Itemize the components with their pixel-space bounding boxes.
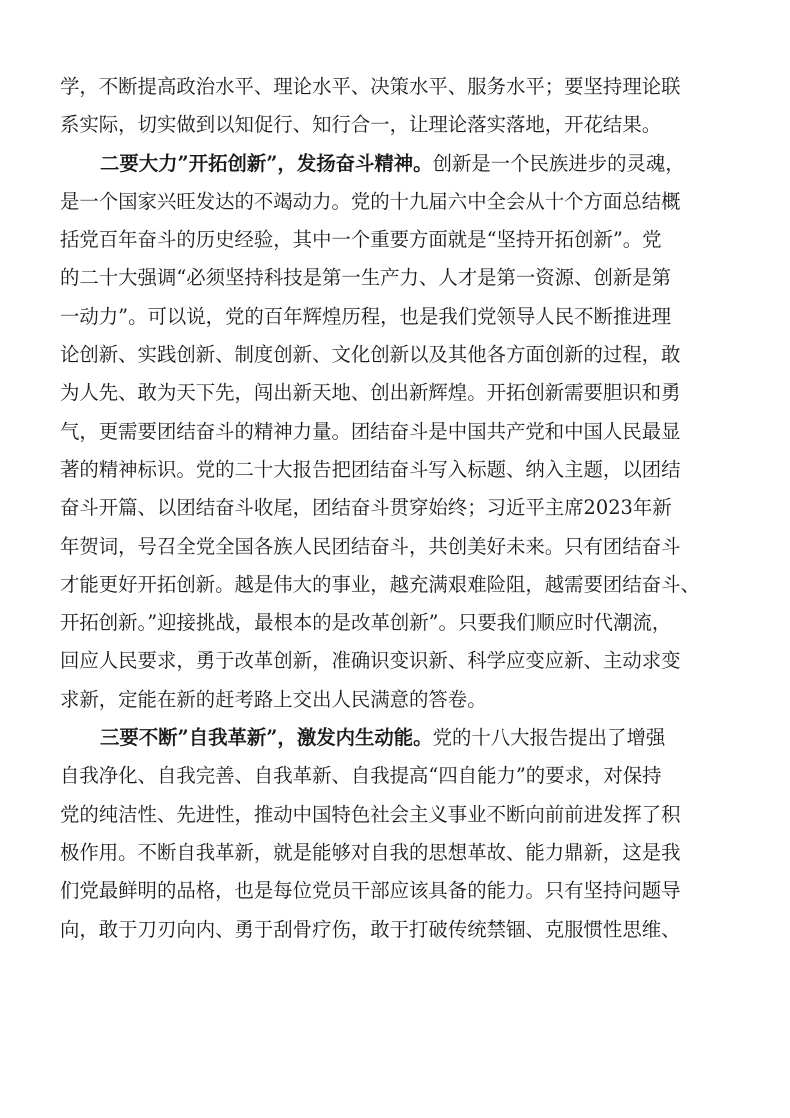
- heading-continuation: 党的十八大报告提出了增强: [432, 726, 666, 750]
- text-line: 回应人民要求，勇于改革创新，准确识变识新、科学应变应新、主动求变: [60, 649, 681, 673]
- paragraph-heading: 三要不断”自我革新”，激发内生动能。: [100, 726, 433, 750]
- text-line: 为人先、敢为天下先，闯出新天地、创出新辉煌。开拓创新需要胆识和勇: [60, 381, 681, 405]
- paragraph-2: [60, 145, 740, 719]
- text-line: 向，敢于刀刃向内、勇于刮骨疗伤，敢于打破传统禁锢、克服惯性思维、: [60, 917, 681, 941]
- text-line: 气，更需要团结奋斗的精神力量。团结奋斗是中国共产党和中国人民最显: [60, 419, 681, 443]
- text-line: 论创新、实践创新、制度创新、文化创新以及其他各方面创新的过程，敢: [60, 343, 681, 367]
- text-line: 才能更好开拓创新。越是伟大的事业，越充满艰难险阻，越需要团结奋斗、: [60, 572, 700, 596]
- text-line: 开拓创新。”迎接挑战，最根本的是改革创新”。只要我们顺应时代潮流，: [60, 611, 672, 635]
- paragraph-3: [60, 719, 740, 949]
- paragraph-first-line: [60, 145, 740, 183]
- text-line: 的二十大强调“必须坚持科技是第一生产力、人才是第一资源、创新是第: [60, 266, 672, 290]
- paragraph-heading: 二要大力”开拓创新”，发扬奋斗精神。: [100, 151, 433, 175]
- text-line: 党的纯洁性、先进性，推动中国特色社会主义事业不断向前前进发挥了积: [60, 802, 681, 826]
- text-line: 自我净化、自我完善、自我革新、自我提高“四自能力”的要求，对保持: [60, 764, 662, 788]
- text-line: 括党百年奋斗的历史经验，其中一个重要方面就是“坚持开拓创新”。党: [60, 228, 662, 252]
- document-page: [60, 68, 740, 949]
- text-line: 年贺词，号召全党全国各族人民团结奋斗，共创美好未来。只有团结奋斗: [60, 534, 681, 558]
- text-line: 奋斗开篇、以团结奋斗收尾，团结奋斗贯穿始终；习近平主席2023年新: [60, 496, 672, 520]
- heading-continuation: 创新是一个民族进步的灵魂，: [432, 151, 685, 175]
- paragraph-first-line: [60, 719, 740, 757]
- text-line: 们党最鲜明的品格，也是每位党员干部应该具备的能力。只有坚持问题导: [60, 879, 681, 903]
- text-line: 是一个国家兴旺发达的不竭动力。党的十九届六中全会从十个方面总结概: [60, 189, 681, 213]
- text-line: 系实际，切实做到以知促行、知行合一，让理论落实落地，开花结果。: [60, 113, 662, 137]
- text-line: 求新，定能在新的赶考路上交出人民满意的答卷。: [60, 687, 487, 711]
- text-line: 一动力”。可以说，党的百年辉煌历程，也是我们党领导人民不断推进理: [60, 304, 672, 328]
- text-line: 学，不断提高政治水平、理论水平、决策水平、服务水平；要坚持理论联: [60, 75, 681, 98]
- text-line: 极作用。不断自我革新，就是能够对自我的思想革故、能力鼎新，这是我: [60, 840, 681, 864]
- text-line: 著的精神标识。党的二十大报告把团结奋斗写入标题、纳入主题，以团结: [60, 457, 681, 481]
- paragraph-1: [60, 68, 740, 145]
